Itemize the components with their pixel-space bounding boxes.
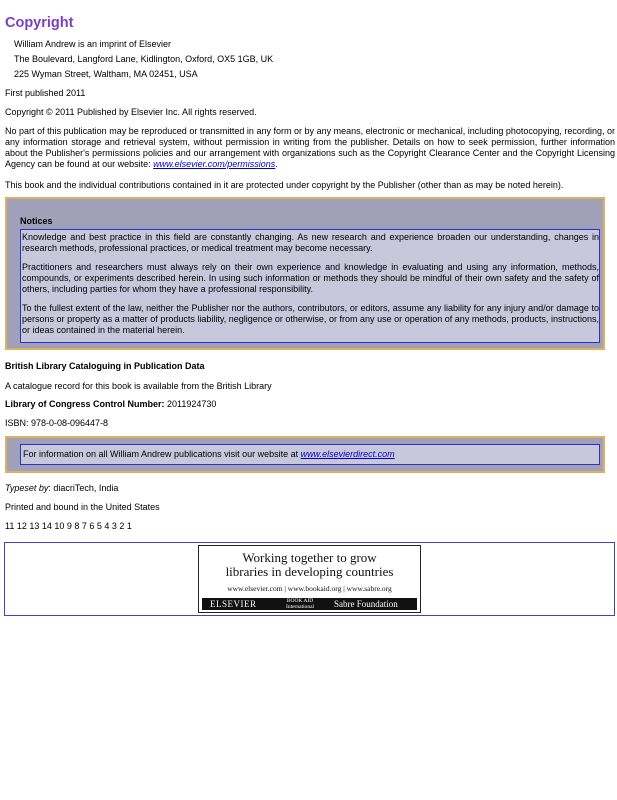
notices-title: Notices (20, 216, 53, 226)
notice-paragraph-1: Knowledge and best practice in this field are constantly changing. As new research and experience broaden our understanding, changes in research methods, professional practices, or medical treatment may become necessary. (22, 232, 599, 253)
typeset-line (5, 483, 615, 494)
banner-logo-bar (202, 598, 417, 610)
address-usa: 225 Wyman Street, Waltham, MA 02451, USA (14, 69, 198, 79)
imprint-line: William Andrew is an imprint of Elsevier (14, 39, 172, 49)
info-content (20, 444, 600, 465)
british-library-heading: British Library Cataloguing in Publication Data (5, 361, 205, 371)
british-library-text: A catalogue record for this book is available from the British Library (5, 381, 272, 391)
loc-value: 2011924730 (164, 399, 217, 409)
banner-websites: www.elsevier.com | www.bookaid.org | www.sabre.org (227, 584, 392, 593)
info-box (5, 436, 605, 473)
bookaid-logo-text (286, 598, 314, 610)
notice-paragraph-2: Practitioners and researchers must always rely on their own experience and knowledge in evaluating and using any information, methods, compounds, or experiments described herein. In using such information or methods they should be mindful of their own safety and the safety of others, including parties for whom they have a professional responsibility. (22, 262, 599, 294)
notice-paragraph-3: To the fullest extent of the law, neither the Publisher nor the authors, contributors, or editors, assume any liability for any injury and/or damage to persons or property as a matter of products liability, negligence or otherwise, or from any use or operation of any methods, products, instructions, or ideas contained in the material herein. (22, 303, 599, 335)
rights-text: No part of this publication may be reproduced or transmitted in any form or by any means, electronic or mechanical, including photocopying, recording, or any information storage and retrieval system, without permission in writing from the publisher. Details on how to seek permission, further information about the Publisher's permissions policies and our arrangement with organizations such as the Copyright Clearance Center and the Copyright Licensing Agency can be found at our website: (5, 126, 615, 169)
typeset-value: : diacriTech, India (48, 483, 119, 493)
banner-frame (4, 542, 615, 616)
print-number-line: 11 12 13 14 10 9 8 7 6 5 4 3 2 1 (5, 521, 132, 531)
address-uk: The Boulevard, Langford Lane, Kidlington, Oxford, OX5 1GB, UK (14, 54, 274, 64)
elsevierdirect-link[interactable]: www.elsevierdirect.com (300, 449, 395, 459)
notices-box (5, 197, 605, 350)
banner-line-1: Working together to grow (242, 550, 377, 565)
protection-line: This book and the individual contributions contained in it are protected under copyright by the Publisher (other than as may be noted herein). (5, 180, 564, 190)
loc-label: Library of Congress Control Number: (5, 399, 165, 409)
notices-content (20, 229, 600, 343)
printed-line: Printed and bound in the United States (5, 502, 160, 512)
elsevier-logo-text: ELSEVIER (210, 599, 257, 609)
isbn: ISBN: 978-0-08-096447-8 (5, 418, 109, 428)
bookaid-line-1: BOOK AID (286, 598, 314, 604)
permissions-link[interactable]: www.elsevier.com/permissions (153, 159, 276, 169)
page-title: Copyright (5, 15, 74, 31)
first-published: First published 2011 (5, 88, 86, 98)
info-text: For information on all William Andrew publications visit our website at (23, 449, 301, 459)
typeset-label: Typeset by (5, 483, 49, 493)
rights-end: . (275, 159, 278, 169)
libraries-banner (198, 545, 421, 613)
sabre-logo-text: Sabre Foundation (334, 599, 398, 609)
rights-paragraph (5, 126, 615, 170)
loc-control-number (5, 399, 615, 410)
copyright-line: Copyright © 2011 Published by Elsevier Inc. All rights reserved. (5, 107, 257, 117)
banner-line-2: libraries in developing countries (225, 564, 394, 579)
bookaid-line-2: International (286, 604, 315, 610)
